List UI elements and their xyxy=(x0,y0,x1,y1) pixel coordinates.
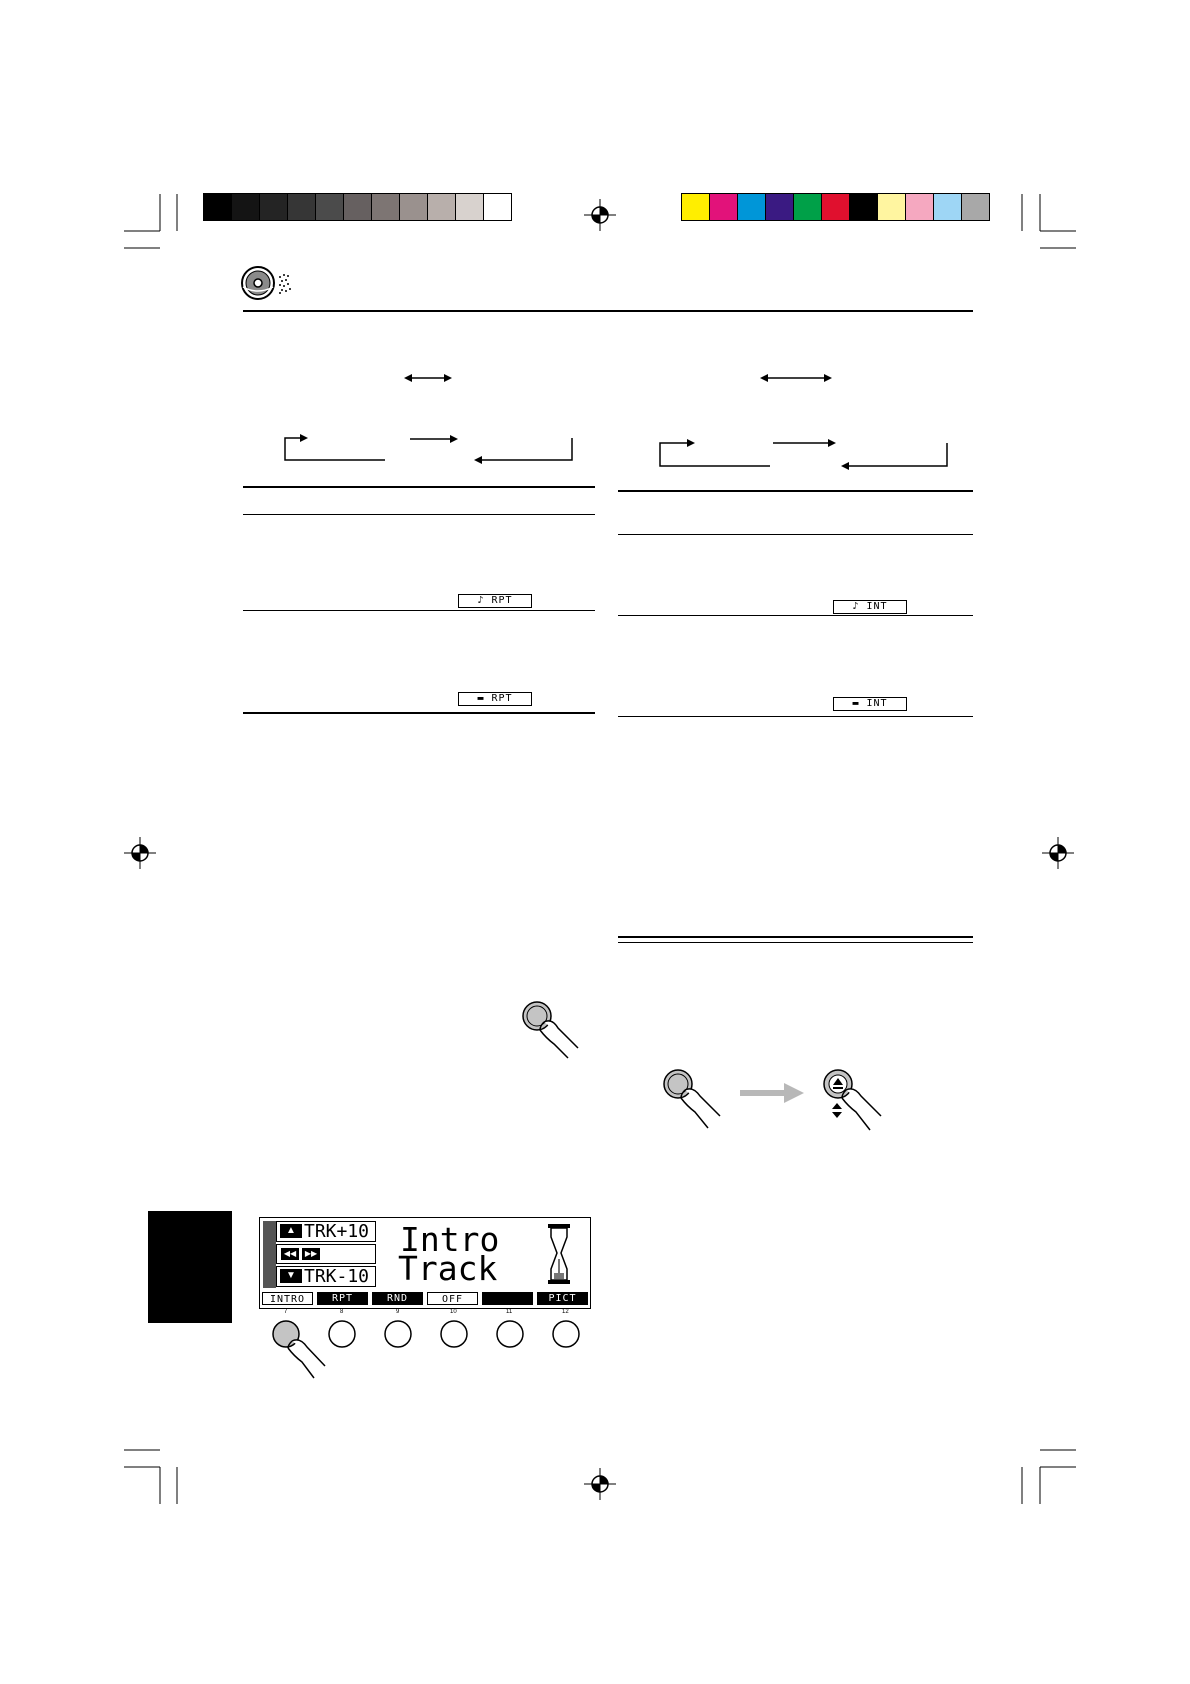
soft-button-8[interactable] xyxy=(329,1321,355,1347)
color-swatch-4 xyxy=(793,194,821,220)
color-swatch-0 xyxy=(682,194,709,220)
registration-mark-bottom xyxy=(584,1468,616,1500)
gray-swatch-4 xyxy=(315,194,343,220)
color-swatch-7 xyxy=(877,194,905,220)
intro-disc-indicator: ▬ INT xyxy=(833,697,907,711)
lcd-tab-intro: INTRO xyxy=(262,1292,313,1305)
color-swatch-1 xyxy=(709,194,737,220)
right-rule-2 xyxy=(618,534,973,535)
up-triangle-icon: ▲ xyxy=(280,1224,302,1238)
double-arrow-icon-right xyxy=(760,372,832,384)
left-rule-3 xyxy=(243,610,595,611)
cycle-diagram-right xyxy=(655,433,955,473)
button-number-12: 12 xyxy=(562,1309,569,1315)
lcd-side-bar xyxy=(263,1221,276,1288)
lcd-display xyxy=(259,1217,591,1309)
button-number-7: 7 xyxy=(284,1309,288,1315)
intro-track-indicator: ♪ INT xyxy=(833,600,907,614)
lcd-lower-label: TRK-10 xyxy=(304,1266,370,1287)
right-rule-double-b xyxy=(618,942,973,943)
lcd-tab-rnd: RND xyxy=(372,1292,423,1305)
finger-press-button-icon-2 xyxy=(660,1065,730,1131)
registration-mark-left xyxy=(124,837,156,869)
lcd-upper-label: TRK+10 xyxy=(304,1221,370,1242)
color-swatch-6 xyxy=(849,194,877,220)
color-calibration-bar xyxy=(681,193,990,221)
gray-swatch-10 xyxy=(483,194,511,220)
right-rule-4 xyxy=(618,716,973,717)
header-rule xyxy=(243,310,973,312)
left-rule-2 xyxy=(243,514,595,515)
color-swatch-2 xyxy=(737,194,765,220)
button-number-11: 11 xyxy=(506,1309,513,1315)
lcd-tab-blank xyxy=(482,1292,533,1305)
gray-swatch-1 xyxy=(231,194,259,220)
hourglass-icon xyxy=(547,1223,571,1285)
left-rule-4 xyxy=(243,712,595,714)
finger-press-eject-icon xyxy=(820,1065,892,1135)
lcd-skip-icons xyxy=(276,1244,376,1264)
gray-swatch-9 xyxy=(455,194,483,220)
folder-icon: ▬ xyxy=(477,693,492,704)
gray-swatch-5 xyxy=(343,194,371,220)
soft-button-11[interactable] xyxy=(497,1321,523,1347)
language-tab xyxy=(148,1211,232,1323)
lcd-main-line2: Track xyxy=(398,1249,498,1288)
down-triangle-icon: ▼ xyxy=(280,1269,302,1283)
repeat-disc-indicator: ▬ RPT xyxy=(458,692,532,706)
lcd-upper-key xyxy=(276,1221,376,1242)
color-swatch-8 xyxy=(905,194,933,220)
right-rule-1 xyxy=(618,490,973,492)
gray-swatch-3 xyxy=(287,194,315,220)
skip-back-icon: ◀◀ xyxy=(281,1248,299,1260)
cd-disc-icon xyxy=(240,265,298,301)
music-note-icon: ♪ xyxy=(852,601,867,612)
cycle-diagram xyxy=(280,430,580,470)
folder-icon: ▬ xyxy=(852,698,867,709)
lcd-main-line1: Intro xyxy=(400,1220,500,1259)
color-swatch-9 xyxy=(933,194,961,220)
lcd-lower-key xyxy=(276,1266,376,1287)
skip-forward-icon: ▶▶ xyxy=(302,1248,320,1260)
music-note-icon: ♪ xyxy=(477,595,492,606)
button-number-8: 8 xyxy=(340,1309,344,1315)
right-rule-3 xyxy=(618,615,973,616)
gray-right-arrow-icon xyxy=(740,1083,804,1103)
lcd-tab-off: OFF xyxy=(427,1292,478,1305)
left-rule-1 xyxy=(243,486,595,488)
soft-button-10[interactable] xyxy=(441,1321,467,1347)
gray-calibration-bar xyxy=(203,193,512,221)
soft-button-12[interactable] xyxy=(553,1321,579,1347)
color-swatch-5 xyxy=(821,194,849,220)
repeat-track-indicator: ♪ RPT xyxy=(458,594,532,608)
button-number-9: 9 xyxy=(396,1309,400,1315)
button-number-10: 10 xyxy=(450,1309,457,1315)
soft-button-9[interactable] xyxy=(385,1321,411,1347)
color-swatch-3 xyxy=(765,194,793,220)
gray-swatch-0 xyxy=(204,194,231,220)
gray-swatch-8 xyxy=(427,194,455,220)
lcd-tab-rpt: RPT xyxy=(317,1292,368,1305)
registration-mark-top xyxy=(584,199,616,231)
registration-mark-right xyxy=(1042,837,1074,869)
gray-swatch-6 xyxy=(371,194,399,220)
lcd-tab-pict: PICT xyxy=(537,1292,588,1305)
gray-swatch-2 xyxy=(259,194,287,220)
finger-press-button-icon xyxy=(518,998,588,1062)
double-arrow-icon xyxy=(404,372,452,384)
gray-swatch-7 xyxy=(399,194,427,220)
soft-button-row xyxy=(270,1318,590,1390)
right-rule-double-a xyxy=(618,936,973,938)
color-swatch-10 xyxy=(961,194,989,220)
